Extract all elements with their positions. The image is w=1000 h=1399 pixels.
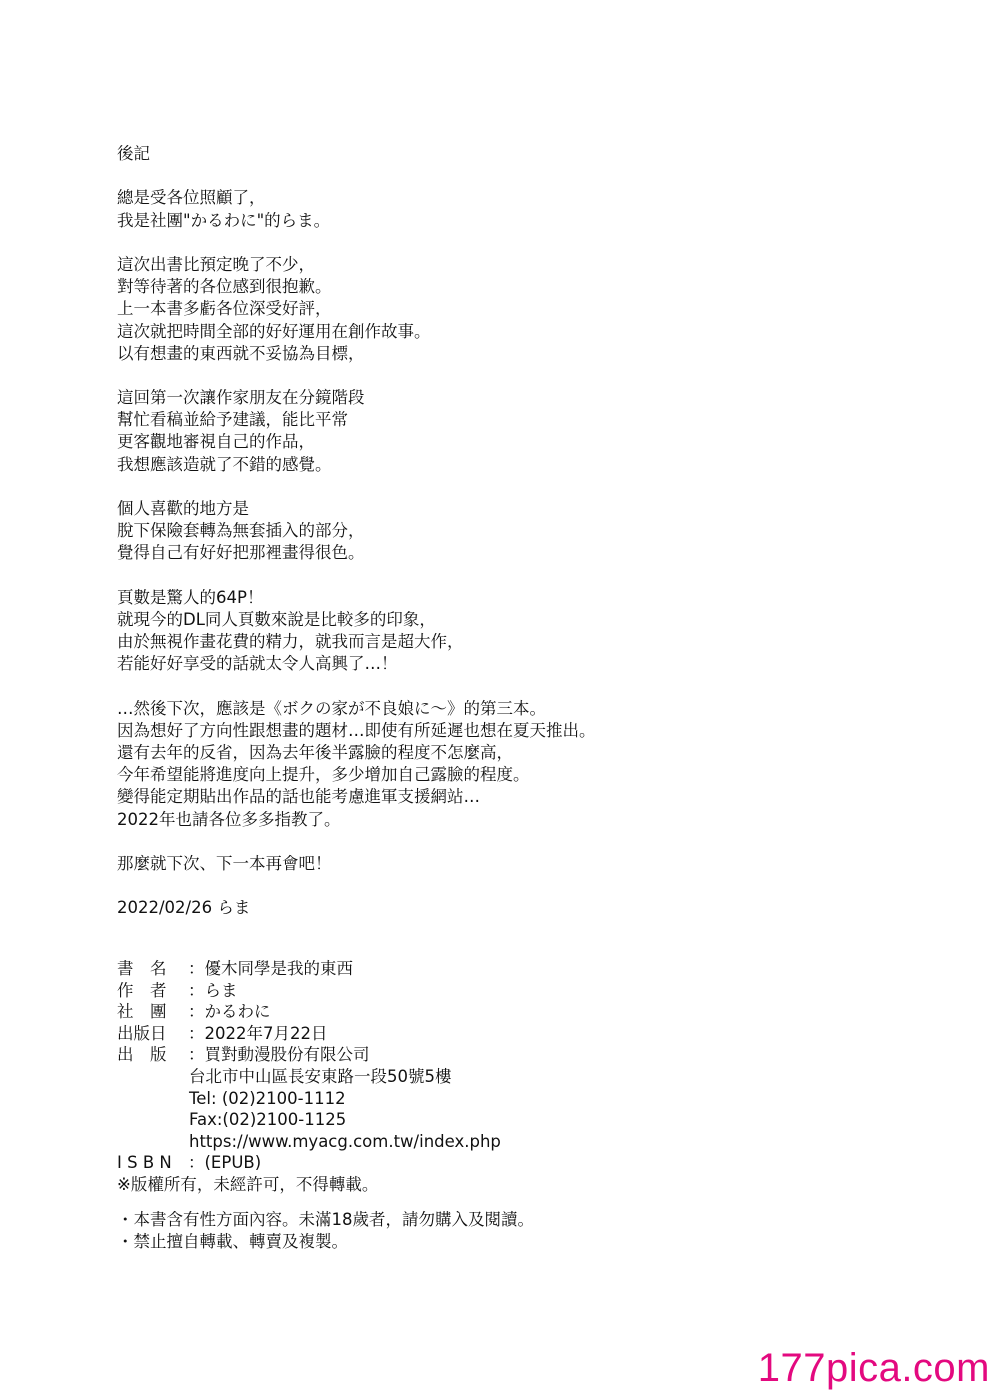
afterword-line: 這回第一次讓作家朋友在分鏡階段 [117,388,365,408]
publisher-address: 台北市中山區長安東路一段50號5樓 [189,1066,452,1086]
afterword-line: 今年希望能將進度向上提升，多少增加自己露臉的程度。 [117,765,530,785]
afterword-paragraph [117,698,737,831]
afterword-line: 2022年也請各位多多指教了。 [117,809,341,829]
colophon-row-title [117,958,677,980]
colophon-value: 2022年7月22日 [204,1023,328,1043]
afterword-paragraph [117,587,737,676]
colophon-row-author [117,980,677,1002]
publisher-tel: Tel: (02)2100-1112 [189,1088,346,1108]
afterword-line: 因為想好了方向性跟想畫的題材…即使有所延遲也想在夏天推出。 [117,720,596,740]
afterword-line: 上一本書多虧各位深受好評， [117,299,332,319]
colophon-value: 買對動漫股份有限公司 [204,1045,370,1065]
colophon-key: I S B N [117,1153,172,1173]
colophon-value: (EPUB) [204,1153,262,1173]
colophon-key: 社 團 [117,1002,167,1022]
colophon-sep: ： [188,1045,205,1065]
afterword-paragraph [117,853,737,875]
colophon-key: 作 者 [117,980,167,1000]
colophon-value: かるわに [204,1002,271,1022]
site-watermark: 177pica.com [757,1346,990,1390]
afterword-line: …然後下次，應該是《ボクの家が不良娘に～》的第三本。 [117,698,546,718]
afterword-line: 這次就把時間全部的好好運用在創作故事。 [117,321,431,341]
afterword-line: 變得能定期貼出作品的話也能考慮進軍支援網站… [117,787,480,807]
afterword-line: 更客觀地審視自己的作品， [117,432,315,452]
colophon-key: 出版日 [117,1023,167,1043]
afterword-line: 那麼就下次、下一本再會吧！ [117,854,332,873]
afterword-line: 由於無視作畫花費的精力，就我而言是超大作， [117,632,464,652]
adult-content-note: ・本書含有性方面內容。未滿18歲者，請勿購入及閱讀。 [117,1210,534,1229]
content-notes [117,1209,534,1253]
afterword-line: 對等待著的各位感到很抱歉。 [117,277,332,297]
afterword-line: 這次出書比預定晚了不少， [117,254,315,274]
afterword-paragraph [117,187,737,231]
afterword-line: 我是社團"かるわに"的らま。 [117,210,331,230]
afterword-line: 還有去年的反省，因為去年後半露臉的程度不怎麼高， [117,743,513,763]
colophon-value: らま [204,980,238,1000]
afterword-line: 我想應該造就了不錯的感覺。 [117,454,332,474]
colophon [117,958,677,1196]
afterword-paragraph [117,498,737,565]
colophon-key: 出 版 [117,1045,167,1065]
colophon-sep: ： [188,1023,205,1043]
afterword-section [117,143,737,920]
colophon-sep: ： [188,1153,205,1173]
afterword-line: 總是受各位照顧了， [117,188,266,208]
colophon-row-isbn [117,1152,677,1174]
afterword-line: 頁數是驚人的64P！ [117,587,264,607]
colophon-row-circle [117,1001,677,1023]
afterword-line: 2022/02/26 らま [117,898,251,918]
colophon-row-publisher [117,1044,677,1066]
afterword-line: 以有想畫的東西就不妥協為目標， [117,343,365,363]
afterword-line: 個人喜歡的地方是 [117,499,249,518]
colophon-sep: ： [188,959,205,978]
afterword-line: 幫忙看稿並給予建議，能比平常 [117,410,348,430]
publisher-fax: Fax:(02)2100-1125 [189,1110,347,1130]
colophon-value: 優木同學是我的東西 [204,959,353,978]
afterword-paragraph [117,387,737,476]
colophon-row-date [117,1023,677,1045]
colophon-key: 書 名 [117,959,167,978]
afterword-paragraph [117,254,737,365]
colophon-sep: ： [188,1002,205,1022]
afterword-line: 就現今的DL同人頁數來說是比較多的印象， [117,609,436,629]
afterword-title: 後記 [117,144,150,163]
rights-notice: ※版權所有，未經許可，不得轉載。 [117,1174,379,1194]
afterword-line: 若能好好享受的話就太令人高興了…！ [117,654,398,674]
afterword-line: 覺得自己有好好把那裡畫得很色。 [117,543,365,563]
no-reproduction-note: ・禁止擅自轉載、轉賣及複製。 [117,1232,348,1251]
colophon-sep: ： [188,980,205,1000]
afterword-line: 脫下保險套轉為無套插入的部分， [117,521,365,541]
publisher-url: https://www.myacg.com.tw/index.php [189,1131,501,1151]
afterword-paragraph [117,897,737,919]
